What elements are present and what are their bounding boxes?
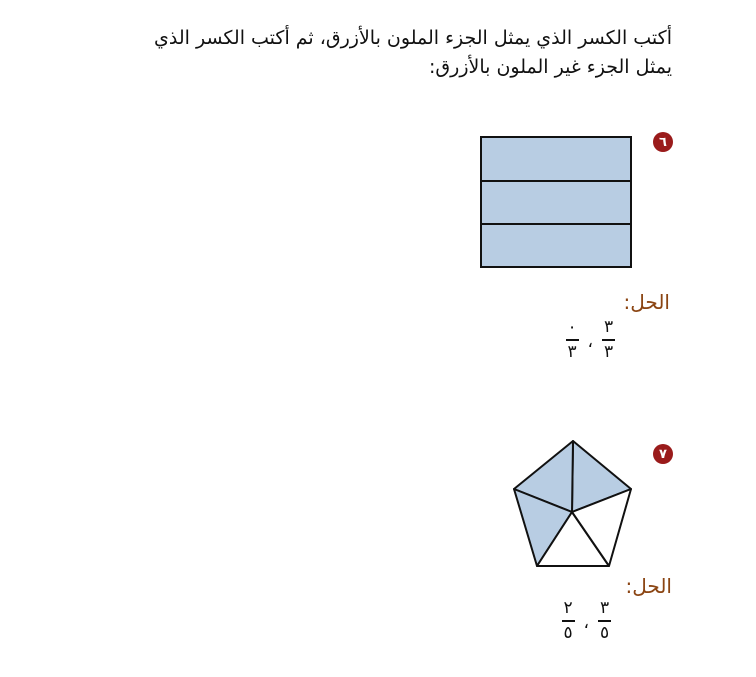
rectangle-part-2 [481,181,631,224]
solution-label: الحل: [625,574,672,598]
denominator: ٥ [599,622,610,643]
problem-number-badge: ٦ [653,132,673,152]
pentagon-figure [505,434,645,574]
rectangle-part-1 [481,137,631,181]
numerator: ٠ [567,317,577,337]
instruction-text: أكتب الكسر الذي يمثل الجزء الملون بالأزرق، ثم أكتب الكسر الذي يمثل الجزء غير الملون بالأزرق: [154,27,672,78]
fraction-shaded [602,318,615,362]
fraction-unshaded [562,599,575,643]
numerator: ٢ [563,598,573,618]
fraction-bar [562,620,575,622]
rectangle-part-3 [481,224,631,267]
solution-label: الحل: [623,290,670,314]
denominator: ٣ [603,341,614,362]
denominator: ٥ [563,622,573,643]
answer-fractions [566,318,616,362]
separator: ، [583,612,589,633]
fraction-unshaded [566,318,579,362]
numerator: ٣ [603,317,614,337]
fraction-bar [598,620,611,622]
fraction-bar [602,339,615,341]
fraction-shaded [598,599,611,643]
denominator: ٣ [567,341,577,362]
numerator: ٣ [599,598,610,618]
problem-number-badge: ٧ [653,444,673,464]
separator: ، [587,331,593,352]
fraction-bar [566,339,579,341]
answer-fractions [562,599,612,643]
rectangle-figure [480,136,634,271]
